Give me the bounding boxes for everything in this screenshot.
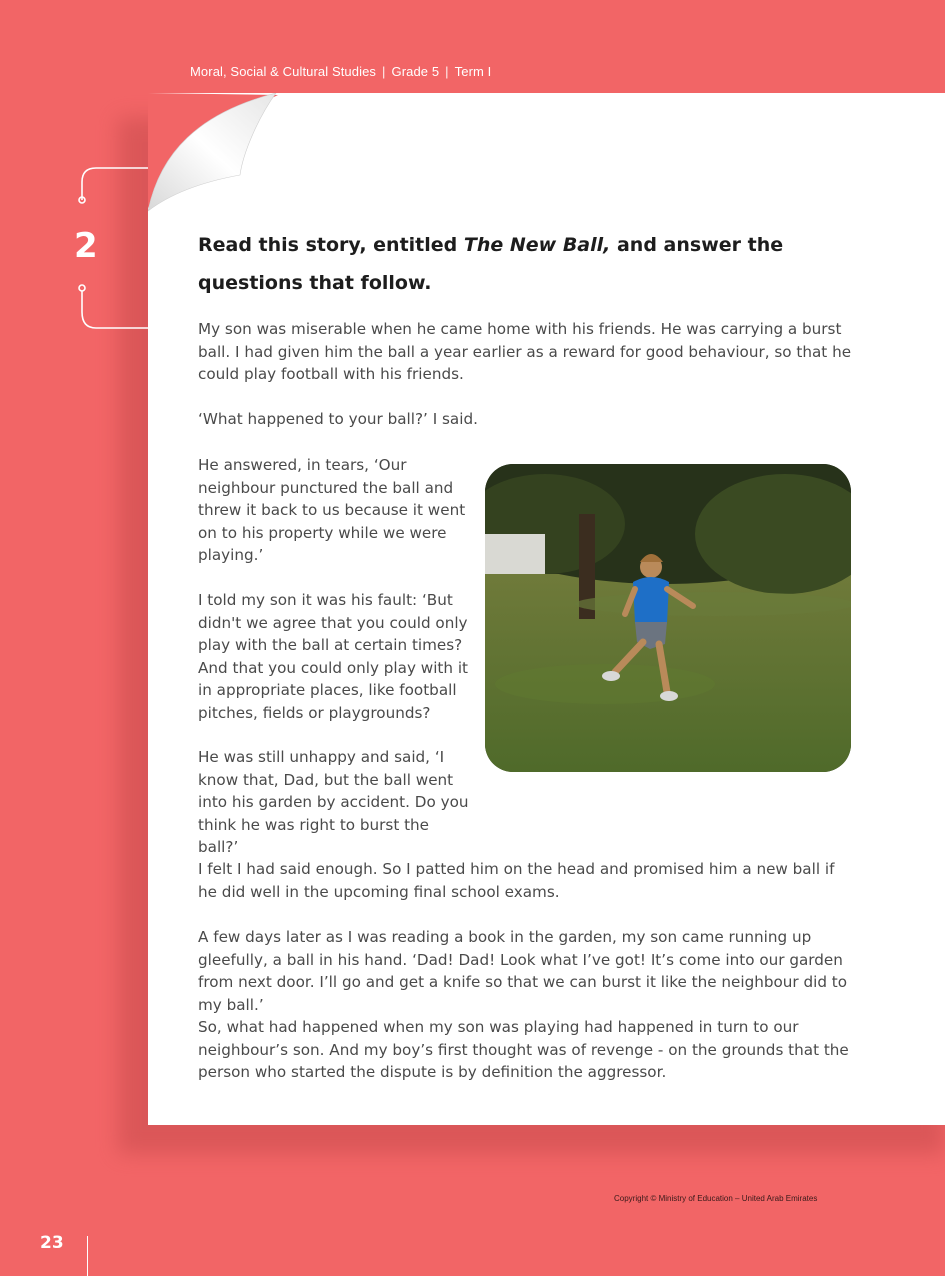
task-title <box>198 226 818 302</box>
page-number: 23 <box>40 1233 64 1253</box>
page-number-divider <box>87 1236 88 1276</box>
title-story-name: The New Ball, <box>463 234 611 256</box>
story-paragraph-2: ‘What happened to your ball?’ I said. <box>198 410 478 428</box>
page-header <box>190 64 491 79</box>
boy-kicking-ball-photo <box>485 464 851 772</box>
story-paragraph-4: I told my son it was his fault: ‘But didn't we agree that you could only play with the ball at certain times? And that you could only play with it in appropriate places, like football pitches, fields or playgrounds? <box>198 591 469 722</box>
page-curl-graphic <box>148 93 298 223</box>
story-paragraph-8: So, what had happened when my son was playing had happened in turn to our neighbour’s son. And my boy’s first thought was of revenge - on the grounds that the person who started the dispute is by definition the aggressor. <box>198 1018 849 1081</box>
title-text-after: and answer the questions that follow. <box>198 234 784 294</box>
story-paragraph-7: A few days later as I was reading a book in the garden, my son came running up gleefully, a ball in his hand. ‘Dad! Dad! Look what I’ve got! It’s come into our garden from next door. I’ll go and get a knife so that we can burst it like the neighbour did to my ball.’ <box>198 928 848 1014</box>
header-term: Term I <box>454 64 492 79</box>
copyright-notice: Copyright © Ministry of Education – United Arab Emirates <box>614 1194 818 1203</box>
header-separator: | <box>445 64 449 79</box>
story-paragraph-1: My son was miserable when he came home with his friends. He was carrying a burst ball. I had given him the ball a year earlier as a reward for good behaviour, so that he could play football with his friends. <box>198 320 852 383</box>
header-grade: Grade 5 <box>391 64 440 79</box>
task-number: 2 <box>74 226 98 266</box>
story-paragraph-6: I felt I had said enough. So I patted him on the head and promised him a new ball if he did well in the upcoming final school exams. <box>198 860 835 901</box>
header-separator: | <box>382 64 386 79</box>
header-subject: Moral, Social & Cultural Studies <box>190 64 376 79</box>
story-paragraph-5: He was still unhappy and said, ‘I know that, Dad, but the ball went into his garden by accident. Do you think he was right to burst the ball?’ <box>198 748 469 856</box>
title-text-before: Read this story, entitled <box>198 234 464 256</box>
story-paragraph-3: He answered, in tears, ‘Our neighbour punctured the ball and threw it back to us because it went on to his property while we were playing.’ <box>198 456 466 564</box>
